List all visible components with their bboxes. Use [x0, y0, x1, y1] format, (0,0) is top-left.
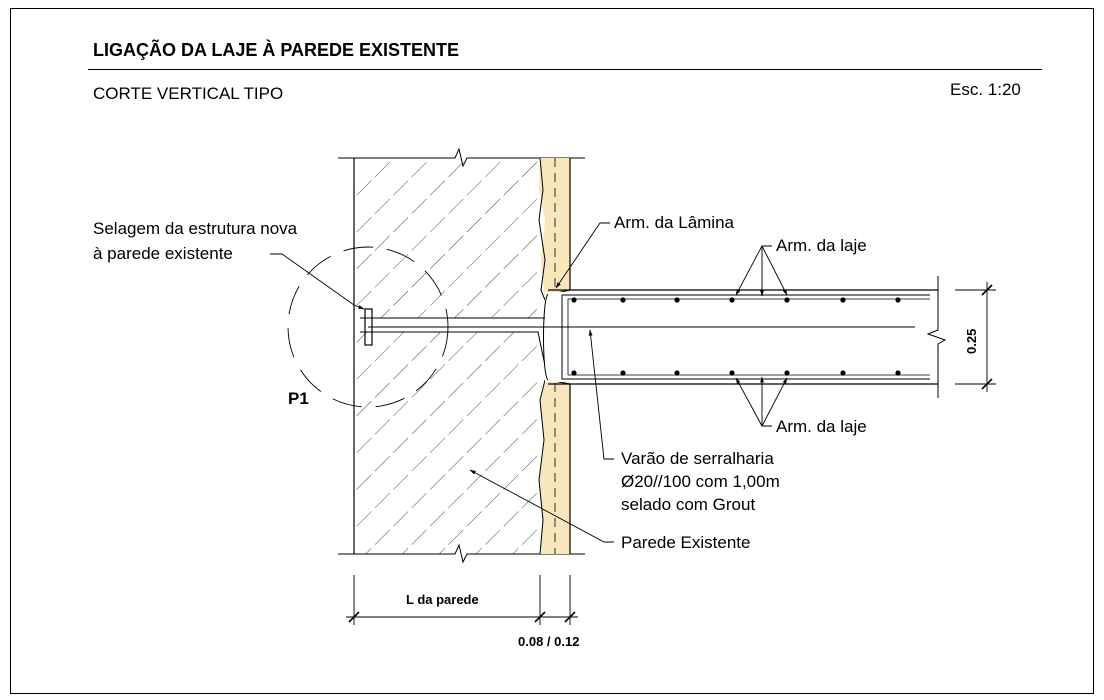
drawing-subtitle: CORTE VERTICAL TIPO: [93, 84, 284, 103]
blade-reinforcement-label: Arm. da Lâmina: [614, 213, 734, 232]
detail-marker-p1: P1: [288, 389, 309, 408]
finish-thickness-dimension: 0.08 / 0.12: [518, 634, 580, 649]
wall-width-dimension: L da parede: [406, 592, 479, 607]
drawing-title: LIGAÇÃO DA LAJE À PAREDE EXISTENTE: [93, 40, 460, 60]
bar-label-line2: Ø20//100 com 1,00m: [621, 472, 780, 491]
slab-reinforcement-top-label: Arm. da laje: [776, 236, 867, 255]
bar-label-line1: Varão de serralharia: [621, 449, 774, 468]
existing-wall-label: Parede Existente: [621, 533, 751, 552]
bar-label-line3: selado com Grout: [621, 495, 756, 514]
slab-reinforcement-bottom-label: Arm. da laje: [776, 417, 867, 436]
slab-thickness-dimension: 0.25: [964, 328, 979, 354]
sealing-label-line1: Selagem da estrutura nova: [93, 219, 298, 238]
sealing-label-line2: à parede existente: [93, 244, 233, 263]
drawing-scale: Esc. 1:20: [950, 80, 1021, 99]
